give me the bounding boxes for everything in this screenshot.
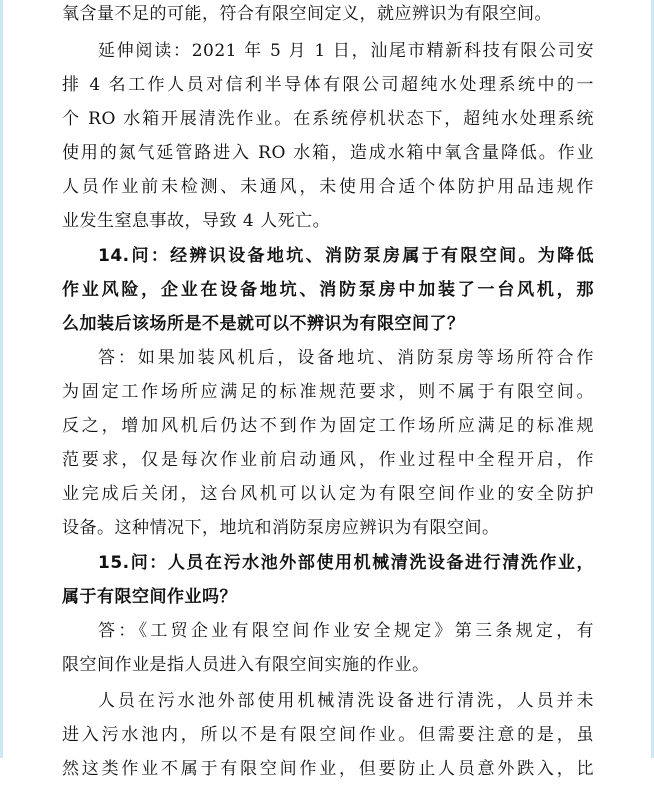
question-15-line: 15.问：人员在污水池外部使用机械清洗设备进行清洗作业， <box>98 553 594 573</box>
extended-reading-line: 排 4 名工作人员对信利半导体有限公司超纯水处理系统中的一 <box>62 75 594 95</box>
intro-last-line: 氧含量不足的可能，符合有限空间定义，就应辨识为有限空间。 <box>62 4 552 24</box>
answer-15-cont-line: 然这类作业不属于有限空间作业，但要防止人员意外跌入，比 <box>62 759 594 779</box>
extended-reading-line: 延伸阅读：2021 年 5 月 1 日，汕尾市精新科技有限公司安 <box>98 41 594 61</box>
extended-reading-line: 使用的氮气延管路进入 RO 水箱，造成水箱中氧含量降低。作业 <box>62 143 594 163</box>
extended-reading-line: 人员作业前未检测、未通风，未使用合适个体防护用品违规作 <box>62 177 594 197</box>
answer-14-line: 答：如果加装风机后，设备地坑、消防泵房等场所符合作 <box>98 348 594 368</box>
question-14-line: 作业风险，企业在设备地坑、消防泵房中加装了一台风机，那 <box>62 280 594 300</box>
question-15-line: 属于有限空间作业吗？ <box>62 587 237 607</box>
answer-14-line: 业完成后关闭，这台风机可以认定为有限空间作业的安全防护 <box>62 484 594 504</box>
answer-15-cont-line: 进入污水池内，所以不是有限空间作业。但需要注意的是，虽 <box>62 725 594 745</box>
answer-14-line: 反之，增加风机后仍达不到作为固定工作场所应满足的标准规 <box>62 416 594 436</box>
answer-14-line: 范要求，仅是每次作业前启动通风，作业过程中全程开启，作 <box>62 450 594 470</box>
answer-15-line: 限空间作业是指人员进入有限空间实施的作业。 <box>62 655 430 675</box>
page-left-edge <box>0 0 3 758</box>
extended-reading-line: 个 RO 水箱开展清洗作业。在系统停机状态下，超纯水处理系统 <box>62 109 594 129</box>
answer-14-line: 设备。这种情况下，地坑和消防泵房应辨识为有限空间。 <box>62 518 500 538</box>
extended-reading-line: 业发生窒息事故，导致 4 人死亡。 <box>62 211 331 231</box>
answer-15-cont-line: 人员在污水池外部使用机械清洗设备进行清洗，人员并未 <box>98 691 594 711</box>
answer-15-line: 答：《工贸企业有限空间作业安全规定》第三条规定，有 <box>98 621 594 641</box>
answer-14-line: 为固定工作场所应满足的标准规范要求，则不属于有限空间。 <box>62 382 594 402</box>
question-14-line: 么加装后该场所是不是就可以不辨识为有限空间了？ <box>62 314 465 334</box>
question-14-line: 14.问：经辨识设备地坑、消防泵房属于有限空间。为降低 <box>98 246 594 266</box>
